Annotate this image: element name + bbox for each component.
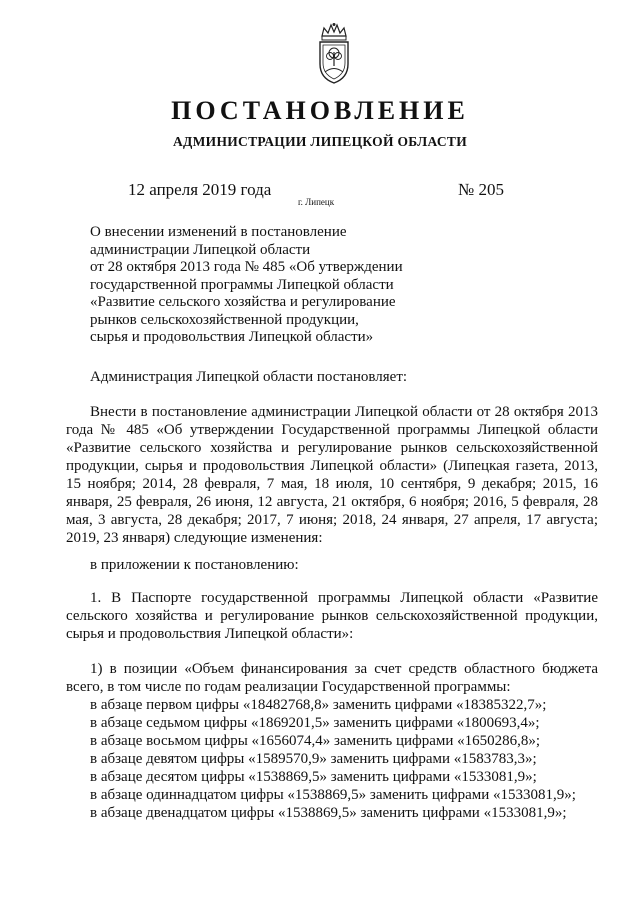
item-1-paragraph: 1. В Паспорте государственной программы Липецкой области «Развитие сельского хозяйства и регулирование рынков сельскохозяйственной продукции, сырья и продовольствия Липецкой области»: <box>66 590 598 642</box>
change-line: в абзаце девятом цифры «1589570,9» заменить цифрами «1583783,3»; <box>90 751 537 767</box>
issuing-authority: АДМИНИСТРАЦИИ ЛИПЕЦКОЙ ОБЛАСТИ <box>172 134 468 149</box>
resolution-statement: Администрация Липецкой области постановляет: <box>90 369 408 385</box>
coat-of-arms-icon <box>314 22 354 86</box>
change-line: в абзаце двенадцатом цифры «1538869,5» заменить цифрами «1533081,9»; <box>90 805 567 821</box>
intro-paragraph: Внести в постановление администрации Липецкой области от 28 октября 2013 года № 485 «Об утверждении Государственной программы Липецкой области «Развитие сельского хозяйства и регулирование рынков сельскохозяйственной продукции, сырья и продовольствия Липецкой области» (Липецкая газета, 2013, 15 ноября; 2014, 28 февраля, 7 мая, 18 июля, 10 сентября, 9 декабря; 2015, 16 января, 25 февраля, 26 июня, 12 августа, 21 октября, 6 ноября; 2016, 5 февраля, 28 мая, 3 августа, 28 декабря; 2017, 7 июня; 2018, 24 января, 27 апреля, 17 августа; 2019, 23 января) следующие изменения: <box>66 404 598 546</box>
change-line: в абзаце десятом цифры «1538869,5» заменить цифрами «1533081,9»; <box>90 769 537 785</box>
appendix-paragraph: в приложении к постановлению: <box>90 557 299 573</box>
document-title: ПОСТАНОВЛЕНИЕ <box>171 96 469 125</box>
subject-line: государственной программы Липецкой области <box>90 276 394 293</box>
document-date: 12 апреля 2019 года <box>128 180 272 199</box>
document-subject <box>90 224 450 347</box>
subject-line: рынков сельскохозяйственной продукции, <box>90 311 359 328</box>
change-line: в абзаце седьмом цифры «1869201,5» заменить цифрами «1800693,4»; <box>90 715 540 731</box>
document-number: № 205 <box>458 180 504 199</box>
document-city: г. Липецк <box>298 197 335 207</box>
subject-line: «Развитие сельского хозяйства и регулирование <box>90 294 396 310</box>
subject-line: О внесении изменений в постановление <box>90 224 347 240</box>
subitem-1-paragraph: 1) в позиции «Объем финансирования за счет средств областного бюджета всего, в том числе по годам реализации Государственной программы: <box>66 661 598 695</box>
subject-line: от 28 октября 2013 года № 485 «Об утверждении <box>90 259 403 275</box>
change-line: в абзаце одиннадцатом цифры «1538869,5» заменить цифрами «1533081,9»; <box>90 787 576 803</box>
subject-line: администрации Липецкой области <box>90 241 311 258</box>
change-line: в абзаце первом цифры «18482768,8» заменить цифрами «18385322,7»; <box>90 697 547 713</box>
subject-line: сырья и продовольствия Липецкой области» <box>90 329 374 345</box>
change-line: в абзаце восьмом цифры «1656074,4» заменить цифрами «1650286,8»; <box>90 733 541 749</box>
